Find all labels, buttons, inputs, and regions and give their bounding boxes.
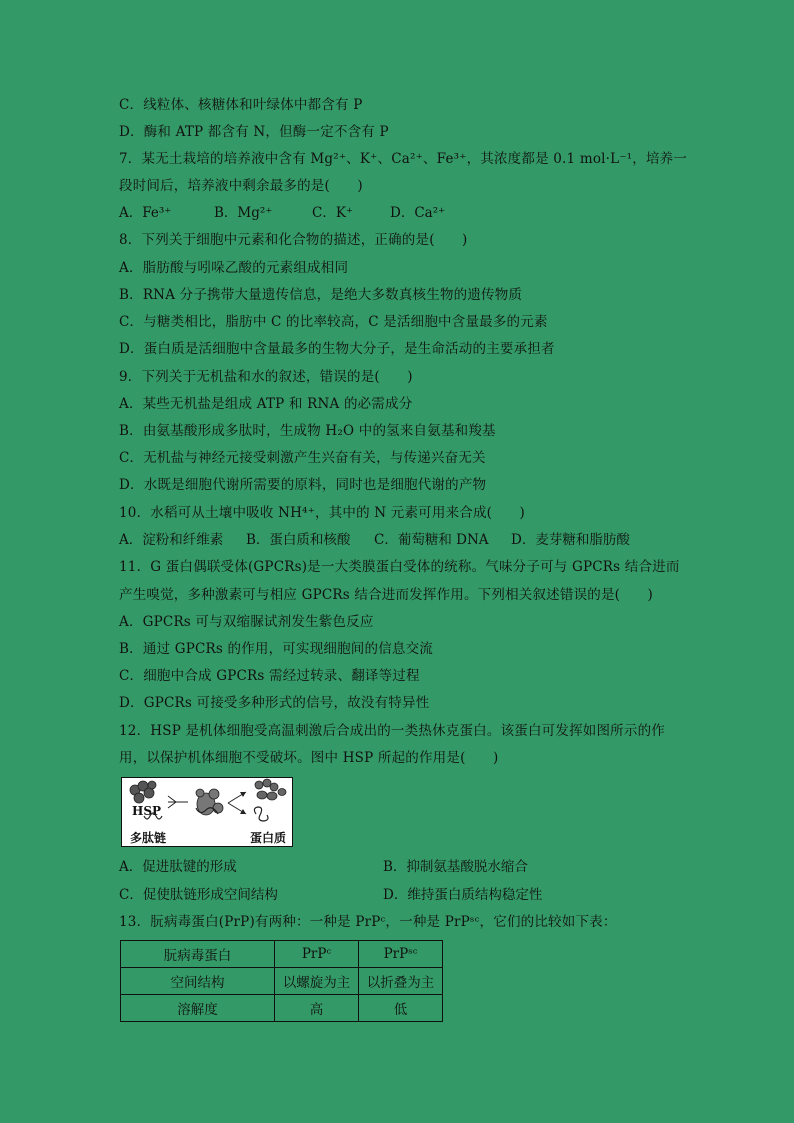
question-9: 9．下列关于无机盐和水的叙述，错误的是( ) <box>119 369 413 385</box>
q11-option-c: C．细胞中合成 GPCRs 需经过转录、翻译等过程 <box>119 668 420 684</box>
table-cell: 低 <box>359 995 443 1022</box>
protein-label: 蛋白质 <box>250 831 287 845</box>
q8-option-b: B．RNA 分子携带大量遗传信息，是绝大多数真核生物的遗传物质 <box>119 287 523 303</box>
q10-option-a: A．淀粉和纤维素 <box>119 532 224 548</box>
table-header-cell: 朊病毒蛋白 <box>121 941 275 968</box>
q12-option-a: A．促进肽键的形成 <box>119 859 237 875</box>
question-11: 11．G 蛋白偶联受体(GPCRs)是一大类膜蛋白受体的统称。气味分子可与 GPCRs 结合进而 <box>119 559 680 575</box>
q9-option-b: B．由氨基酸形成多肽时，生成物 H₂O 中的氢来自氨基和羧基 <box>119 423 496 439</box>
table-row <box>121 995 443 1022</box>
q10-option-b: B．蛋白质和核酸 <box>246 532 351 548</box>
q11-option-b: B．通过 GPCRs 的作用，可实现细胞间的信息交流 <box>119 641 433 657</box>
q10-option-d: D．麦芽糖和脂肪酸 <box>511 532 630 548</box>
q12-option-b: B．抑制氨基酸脱水缩合 <box>383 859 528 875</box>
hsp-figure <box>121 777 293 847</box>
q12-option-c: C．促使肽链形成空间结构 <box>119 887 278 903</box>
table-cell: 溶解度 <box>121 995 275 1022</box>
q7-option-a: A．Fe³⁺ <box>119 205 172 221</box>
question-12: 12．HSP 是机体细胞受高温刺激后合成出的一类热休克蛋白。该蛋白可发挥如图所示的作 <box>119 723 665 739</box>
q9-option-c: C．无机盐与神经元接受刺激产生兴奋有关，与传递兴奋无关 <box>119 450 486 466</box>
q8-option-d: D．蛋白质是活细胞中含量最多的生物大分子，是生命活动的主要承担者 <box>119 341 555 357</box>
q12-option-d: D．维持蛋白质结构稳定性 <box>383 887 543 903</box>
q8-option-a: A．脂肪酸与吲哚乙酸的元素组成相同 <box>119 260 349 276</box>
table-header-cell: PrPˢᶜ <box>359 941 443 968</box>
hsp-label: HSP <box>132 804 162 818</box>
question-13: 13．朊病毒蛋白(PrP)有两种：一种是 PrPᶜ，一种是 PrPˢᶜ，它们的比较如下表： <box>119 914 617 930</box>
table-cell: 高 <box>275 995 359 1022</box>
question-7-cont: 段时间后，培养液中剩余最多的是( ) <box>119 178 363 194</box>
question-11-cont: 产生嗅觉，多种激素可与相应 GPCRs 结合进而发挥作用。下列相关叙述错误的是( ) <box>119 587 654 603</box>
peptide-label: 多肽链 <box>130 831 167 845</box>
table-cell: 以折叠为主 <box>359 968 443 995</box>
table-header-cell: PrPᶜ <box>275 941 359 968</box>
q9-option-d: D．水既是细胞代谢所需要的原料，同时也是细胞代谢的产物 <box>119 477 487 493</box>
option-text: D．酶和 ATP 都含有 N，但酶一定不含有 P <box>119 124 389 140</box>
q7-option-d: D．Ca²⁺ <box>390 205 446 221</box>
question-10: 10．水稻可从土壤中吸收 NH⁴⁺，其中的 N 元素可用来合成( ) <box>119 505 526 521</box>
q12-options-row1 <box>119 857 528 877</box>
q10-options <box>119 530 630 550</box>
q7-option-c: C．K⁺ <box>312 205 354 221</box>
q7-option-b: B．Mg²⁺ <box>214 205 273 221</box>
q11-option-d: D．GPCRs 可接受多种形式的信号，故没有特异性 <box>119 695 430 711</box>
q7-options <box>119 203 445 223</box>
q9-option-a: A．某些无机盐是组成 ATP 和 RNA 的必需成分 <box>119 396 413 412</box>
q12-options-row2 <box>119 885 542 905</box>
table-cell: 空间结构 <box>121 968 275 995</box>
table-row <box>121 968 443 995</box>
prp-comparison-table <box>120 940 443 1022</box>
option-text: C．线粒体、核糖体和叶绿体中都含有 P <box>119 97 363 113</box>
question-12-cont: 用，以保护机体细胞不受破坏。图中 HSP 所起的作用是( ) <box>119 750 499 766</box>
q10-option-c: C．葡萄糖和 DNA <box>374 532 489 548</box>
table-cell: 以螺旋为主 <box>275 968 359 995</box>
q8-option-c: C．与糖类相比，脂肪中 C 的比率较高，C 是活细胞中含量最多的元素 <box>119 314 548 330</box>
q11-option-a: A．GPCRs 可与双缩脲试剂发生紫色反应 <box>119 614 374 630</box>
question-8: 8．下列关于细胞中元素和化合物的描述，正确的是( ) <box>119 232 468 248</box>
question-7: 7．某无土栽培的培养液中含有 Mg²⁺、K⁺、Ca²⁺、Fe³⁺，其浓度都是 0.1 mol·L⁻¹，培养一 <box>119 151 688 167</box>
table-header-row <box>121 941 443 968</box>
